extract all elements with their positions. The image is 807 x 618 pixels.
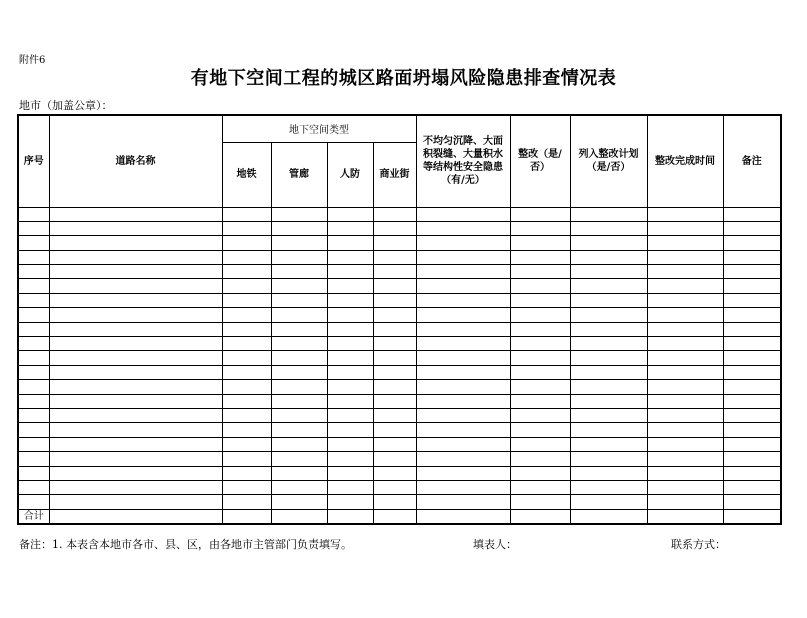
table-cell[interactable] <box>510 265 570 279</box>
total-cell[interactable] <box>723 509 781 524</box>
table-cell[interactable] <box>49 236 222 250</box>
table-cell[interactable] <box>271 380 327 394</box>
table-cell[interactable] <box>271 408 327 422</box>
table-row <box>18 466 781 480</box>
table-cell[interactable] <box>271 452 327 466</box>
table-cell[interactable] <box>49 408 222 422</box>
table-cell[interactable] <box>271 279 327 293</box>
table-cell[interactable] <box>222 437 271 451</box>
table-cell[interactable] <box>222 293 271 307</box>
total-cell[interactable] <box>373 509 416 524</box>
table-cell[interactable] <box>570 221 647 235</box>
table-cell[interactable] <box>373 221 416 235</box>
table-cell[interactable] <box>222 337 271 351</box>
table-cell[interactable] <box>271 437 327 451</box>
table-cell[interactable] <box>49 308 222 322</box>
table-cell[interactable] <box>18 466 49 480</box>
table-cell[interactable] <box>271 423 327 437</box>
table-cell[interactable] <box>373 495 416 509</box>
table-cell[interactable] <box>18 480 49 494</box>
table-cell[interactable] <box>373 423 416 437</box>
table-cell[interactable] <box>723 394 781 408</box>
table-cell[interactable] <box>327 265 373 279</box>
table-cell[interactable] <box>271 207 327 221</box>
table-cell[interactable] <box>510 408 570 422</box>
table-cell[interactable] <box>327 207 373 221</box>
table-cell[interactable] <box>373 380 416 394</box>
table-row <box>18 394 781 408</box>
table-cell[interactable] <box>327 437 373 451</box>
table-cell[interactable] <box>373 236 416 250</box>
table-cell[interactable] <box>18 495 49 509</box>
table-cell[interactable] <box>373 322 416 336</box>
city-seal-label: 地市（加盖公章）： <box>19 99 113 112</box>
table-cell[interactable] <box>647 452 723 466</box>
table-cell[interactable] <box>18 322 49 336</box>
table-cell[interactable] <box>49 207 222 221</box>
table-cell[interactable] <box>271 466 327 480</box>
table-cell[interactable] <box>570 322 647 336</box>
table-cell[interactable] <box>647 365 723 379</box>
table-cell[interactable] <box>723 466 781 480</box>
table-row <box>18 408 781 422</box>
table-cell[interactable] <box>723 351 781 365</box>
table-cell[interactable] <box>510 480 570 494</box>
table-cell[interactable] <box>647 495 723 509</box>
table-cell[interactable] <box>510 365 570 379</box>
table-cell[interactable] <box>222 423 271 437</box>
table-cell[interactable] <box>18 423 49 437</box>
table-cell[interactable] <box>271 337 327 351</box>
table-cell[interactable] <box>18 380 49 394</box>
table-cell[interactable] <box>18 452 49 466</box>
table-cell[interactable] <box>327 380 373 394</box>
header-remark: 备注 <box>723 115 781 207</box>
table-cell[interactable] <box>49 423 222 437</box>
table-cell[interactable] <box>49 394 222 408</box>
total-cell[interactable] <box>327 509 373 524</box>
table-cell[interactable] <box>327 480 373 494</box>
table-cell[interactable] <box>416 380 510 394</box>
table-cell[interactable] <box>222 480 271 494</box>
header-complete-time: 整改完成时间 <box>647 115 723 207</box>
table-cell[interactable] <box>49 365 222 379</box>
table-cell[interactable] <box>723 207 781 221</box>
table-cell[interactable] <box>49 466 222 480</box>
table-cell[interactable] <box>49 351 222 365</box>
table-cell[interactable] <box>327 322 373 336</box>
table-cell[interactable] <box>647 423 723 437</box>
table-cell[interactable] <box>510 394 570 408</box>
table-cell[interactable] <box>373 250 416 264</box>
total-cell[interactable] <box>647 509 723 524</box>
table-cell[interactable] <box>510 236 570 250</box>
table-cell[interactable] <box>647 221 723 235</box>
table-cell[interactable] <box>570 293 647 307</box>
header-serial: 序号 <box>18 115 49 207</box>
table-row <box>18 265 781 279</box>
table-cell[interactable] <box>222 365 271 379</box>
table-cell[interactable] <box>327 337 373 351</box>
table-cell[interactable] <box>647 466 723 480</box>
table-cell[interactable] <box>327 279 373 293</box>
table-cell[interactable] <box>271 293 327 307</box>
table-cell[interactable] <box>510 207 570 221</box>
table-cell[interactable] <box>723 293 781 307</box>
table-cell[interactable] <box>416 322 510 336</box>
table-cell[interactable] <box>18 337 49 351</box>
table-cell[interactable] <box>510 452 570 466</box>
table-cell[interactable] <box>18 279 49 293</box>
table-cell[interactable] <box>416 394 510 408</box>
table-cell[interactable] <box>723 437 781 451</box>
table-cell[interactable] <box>570 394 647 408</box>
table-cell[interactable] <box>222 380 271 394</box>
table-cell[interactable] <box>222 250 271 264</box>
table-cell[interactable] <box>647 236 723 250</box>
table-cell[interactable] <box>723 322 781 336</box>
table-cell[interactable] <box>570 351 647 365</box>
table-cell[interactable] <box>327 293 373 307</box>
table-cell[interactable] <box>327 236 373 250</box>
footer-filler: 填表人： <box>473 538 517 551</box>
table-cell[interactable] <box>647 394 723 408</box>
table-cell[interactable] <box>49 495 222 509</box>
table-cell[interactable] <box>647 265 723 279</box>
table-cell[interactable] <box>416 466 510 480</box>
footer-note: 备注：1. 本表含本地市各市、县、区，由各地市主管部门负责填写。 <box>19 538 352 551</box>
table-cell[interactable] <box>570 408 647 422</box>
table-cell[interactable] <box>647 480 723 494</box>
header-road-name: 道路名称 <box>49 115 222 207</box>
table-cell[interactable] <box>510 437 570 451</box>
header-civil-defense: 人防 <box>327 142 373 207</box>
table-cell[interactable] <box>18 221 49 235</box>
table-cell[interactable] <box>222 265 271 279</box>
table-row <box>18 365 781 379</box>
table-cell[interactable] <box>373 265 416 279</box>
table-cell[interactable] <box>49 337 222 351</box>
table-cell[interactable] <box>222 236 271 250</box>
table-cell[interactable] <box>373 408 416 422</box>
table-cell[interactable] <box>416 351 510 365</box>
table-cell[interactable] <box>327 351 373 365</box>
table-cell[interactable] <box>510 466 570 480</box>
table-cell[interactable] <box>222 452 271 466</box>
table-cell[interactable] <box>373 365 416 379</box>
table-cell[interactable] <box>271 250 327 264</box>
table-cell[interactable] <box>49 279 222 293</box>
table-cell[interactable] <box>510 423 570 437</box>
table-cell[interactable] <box>647 437 723 451</box>
table-cell[interactable] <box>570 452 647 466</box>
table-cell[interactable] <box>570 236 647 250</box>
table-cell[interactable] <box>570 380 647 394</box>
table-cell[interactable] <box>271 480 327 494</box>
table-cell[interactable] <box>723 452 781 466</box>
table-row <box>18 337 781 351</box>
header-commercial-street: 商业街 <box>373 142 416 207</box>
table-cell[interactable] <box>271 265 327 279</box>
header-hazard: 不均匀沉降、大面积裂缝、大量积水等结构性安全隐患（有/无） <box>416 115 510 207</box>
total-cell[interactable] <box>222 509 271 524</box>
table-cell[interactable] <box>570 337 647 351</box>
table-cell[interactable] <box>416 279 510 293</box>
table-cell[interactable] <box>570 423 647 437</box>
table-cell[interactable] <box>327 495 373 509</box>
table-cell[interactable] <box>18 250 49 264</box>
table-cell[interactable] <box>570 308 647 322</box>
table-cell[interactable] <box>723 337 781 351</box>
table-row <box>18 236 781 250</box>
table-row <box>18 207 781 221</box>
table-cell[interactable] <box>18 408 49 422</box>
table-cell[interactable] <box>18 365 49 379</box>
table-cell[interactable] <box>416 207 510 221</box>
table-cell[interactable] <box>570 265 647 279</box>
table-cell[interactable] <box>18 394 49 408</box>
header-underground-type: 地下空间类型 <box>222 115 416 142</box>
table-cell[interactable] <box>570 207 647 221</box>
table-cell[interactable] <box>327 466 373 480</box>
table-cell[interactable] <box>373 437 416 451</box>
table-cell[interactable] <box>18 351 49 365</box>
table-cell[interactable] <box>510 250 570 264</box>
header-rectify-plan: 列入整改计划（是/否） <box>570 115 647 207</box>
table-cell[interactable] <box>570 495 647 509</box>
table-cell[interactable] <box>416 408 510 422</box>
table-cell[interactable] <box>647 380 723 394</box>
table-cell[interactable] <box>49 452 222 466</box>
table-cell[interactable] <box>416 452 510 466</box>
table-cell[interactable] <box>647 207 723 221</box>
table-cell[interactable] <box>49 293 222 307</box>
table-cell[interactable] <box>373 337 416 351</box>
table-cell[interactable] <box>49 380 222 394</box>
table-cell[interactable] <box>222 495 271 509</box>
table-cell[interactable] <box>510 351 570 365</box>
table-cell[interactable] <box>723 423 781 437</box>
table-cell[interactable] <box>222 308 271 322</box>
table-cell[interactable] <box>570 250 647 264</box>
table-cell[interactable] <box>222 207 271 221</box>
table-cell[interactable] <box>723 495 781 509</box>
table-cell[interactable] <box>416 365 510 379</box>
table-row <box>18 293 781 307</box>
table-cell[interactable] <box>647 408 723 422</box>
table-cell[interactable] <box>49 221 222 235</box>
table-cell[interactable] <box>271 365 327 379</box>
table-cell[interactable] <box>373 351 416 365</box>
table-cell[interactable] <box>222 221 271 235</box>
table-cell[interactable] <box>570 437 647 451</box>
table-cell[interactable] <box>723 279 781 293</box>
table-cell[interactable] <box>510 221 570 235</box>
table-cell[interactable] <box>723 380 781 394</box>
table-cell[interactable] <box>416 265 510 279</box>
table-cell[interactable] <box>570 466 647 480</box>
table-cell[interactable] <box>18 236 49 250</box>
header-metro: 地铁 <box>222 142 271 207</box>
table-cell[interactable] <box>647 250 723 264</box>
table-cell[interactable] <box>18 437 49 451</box>
table-cell[interactable] <box>271 221 327 235</box>
table-cell[interactable] <box>327 408 373 422</box>
inspection-table <box>17 114 782 525</box>
table-cell[interactable] <box>327 221 373 235</box>
table-cell[interactable] <box>18 293 49 307</box>
table-cell[interactable] <box>570 480 647 494</box>
table-row <box>18 452 781 466</box>
table-cell[interactable] <box>416 437 510 451</box>
table-cell[interactable] <box>510 337 570 351</box>
table-cell[interactable] <box>49 437 222 451</box>
table-row <box>18 437 781 451</box>
table-cell[interactable] <box>49 265 222 279</box>
table-cell[interactable] <box>18 265 49 279</box>
table-cell[interactable] <box>647 322 723 336</box>
table-cell[interactable] <box>723 250 781 264</box>
table-cell[interactable] <box>510 322 570 336</box>
table-cell[interactable] <box>222 394 271 408</box>
total-cell[interactable] <box>416 509 510 524</box>
table-row <box>18 279 781 293</box>
table-cell[interactable] <box>49 480 222 494</box>
table-cell[interactable] <box>416 495 510 509</box>
table-cell[interactable] <box>416 480 510 494</box>
total-cell[interactable] <box>570 509 647 524</box>
total-label: 合计 <box>18 509 49 524</box>
table-cell[interactable] <box>723 408 781 422</box>
table-cell[interactable] <box>510 279 570 293</box>
table-cell[interactable] <box>18 308 49 322</box>
table-cell[interactable] <box>271 308 327 322</box>
table-cell[interactable] <box>647 279 723 293</box>
table-cell[interactable] <box>271 322 327 336</box>
footer-contact: 联系方式： <box>671 538 726 551</box>
table-cell[interactable] <box>271 351 327 365</box>
header-rectify: 整改（是/否） <box>510 115 570 207</box>
table-cell[interactable] <box>416 221 510 235</box>
table-cell[interactable] <box>271 495 327 509</box>
total-cell[interactable] <box>49 509 222 524</box>
table-cell[interactable] <box>647 351 723 365</box>
table-cell[interactable] <box>723 308 781 322</box>
table-cell[interactable] <box>327 452 373 466</box>
table-cell[interactable] <box>416 308 510 322</box>
table-cell[interactable] <box>723 480 781 494</box>
table-cell[interactable] <box>373 466 416 480</box>
table-cell[interactable] <box>271 236 327 250</box>
table-cell[interactable] <box>510 380 570 394</box>
table-row <box>18 380 781 394</box>
table-cell[interactable] <box>723 236 781 250</box>
table-cell[interactable] <box>327 250 373 264</box>
table-cell[interactable] <box>373 308 416 322</box>
table-cell[interactable] <box>18 207 49 221</box>
table-cell[interactable] <box>271 394 327 408</box>
table-cell[interactable] <box>49 322 222 336</box>
attachment-label: 附件6 <box>19 55 46 66</box>
table-cell[interactable] <box>222 279 271 293</box>
table-cell[interactable] <box>416 236 510 250</box>
table-cell[interactable] <box>416 250 510 264</box>
page-title: 有地下空间工程的城区路面坍塌风险隐患排查情况表 <box>190 68 617 89</box>
table-cell[interactable] <box>222 408 271 422</box>
table-row <box>18 480 781 494</box>
table-cell[interactable] <box>49 250 222 264</box>
table-cell[interactable] <box>416 423 510 437</box>
table-cell[interactable] <box>222 466 271 480</box>
table-cell[interactable] <box>510 495 570 509</box>
total-cell[interactable] <box>510 509 570 524</box>
table-cell[interactable] <box>222 322 271 336</box>
table-cell[interactable] <box>570 279 647 293</box>
table-row <box>18 250 781 264</box>
table-cell[interactable] <box>327 308 373 322</box>
table-cell[interactable] <box>723 221 781 235</box>
table-cell[interactable] <box>373 207 416 221</box>
table-cell[interactable] <box>373 480 416 494</box>
table-row <box>18 351 781 365</box>
table-row <box>18 495 781 509</box>
table-cell[interactable] <box>327 394 373 408</box>
table-cell[interactable] <box>222 351 271 365</box>
table-cell[interactable] <box>510 293 570 307</box>
table-row <box>18 423 781 437</box>
table-row <box>18 308 781 322</box>
table-cell[interactable] <box>510 308 570 322</box>
table-cell[interactable] <box>723 365 781 379</box>
table-cell[interactable] <box>416 293 510 307</box>
table-cell[interactable] <box>647 293 723 307</box>
table-cell[interactable] <box>373 279 416 293</box>
table-cell[interactable] <box>373 452 416 466</box>
table-row <box>18 221 781 235</box>
header-utility-tunnel: 管廊 <box>271 142 327 207</box>
table-cell[interactable] <box>723 265 781 279</box>
table-row <box>18 322 781 336</box>
table-cell[interactable] <box>373 394 416 408</box>
table-cell[interactable] <box>327 365 373 379</box>
table-cell[interactable] <box>570 365 647 379</box>
table-cell[interactable] <box>416 337 510 351</box>
total-cell[interactable] <box>271 509 327 524</box>
table-cell[interactable] <box>327 423 373 437</box>
table-cell[interactable] <box>373 293 416 307</box>
table-cell[interactable] <box>647 337 723 351</box>
table-cell[interactable] <box>647 308 723 322</box>
